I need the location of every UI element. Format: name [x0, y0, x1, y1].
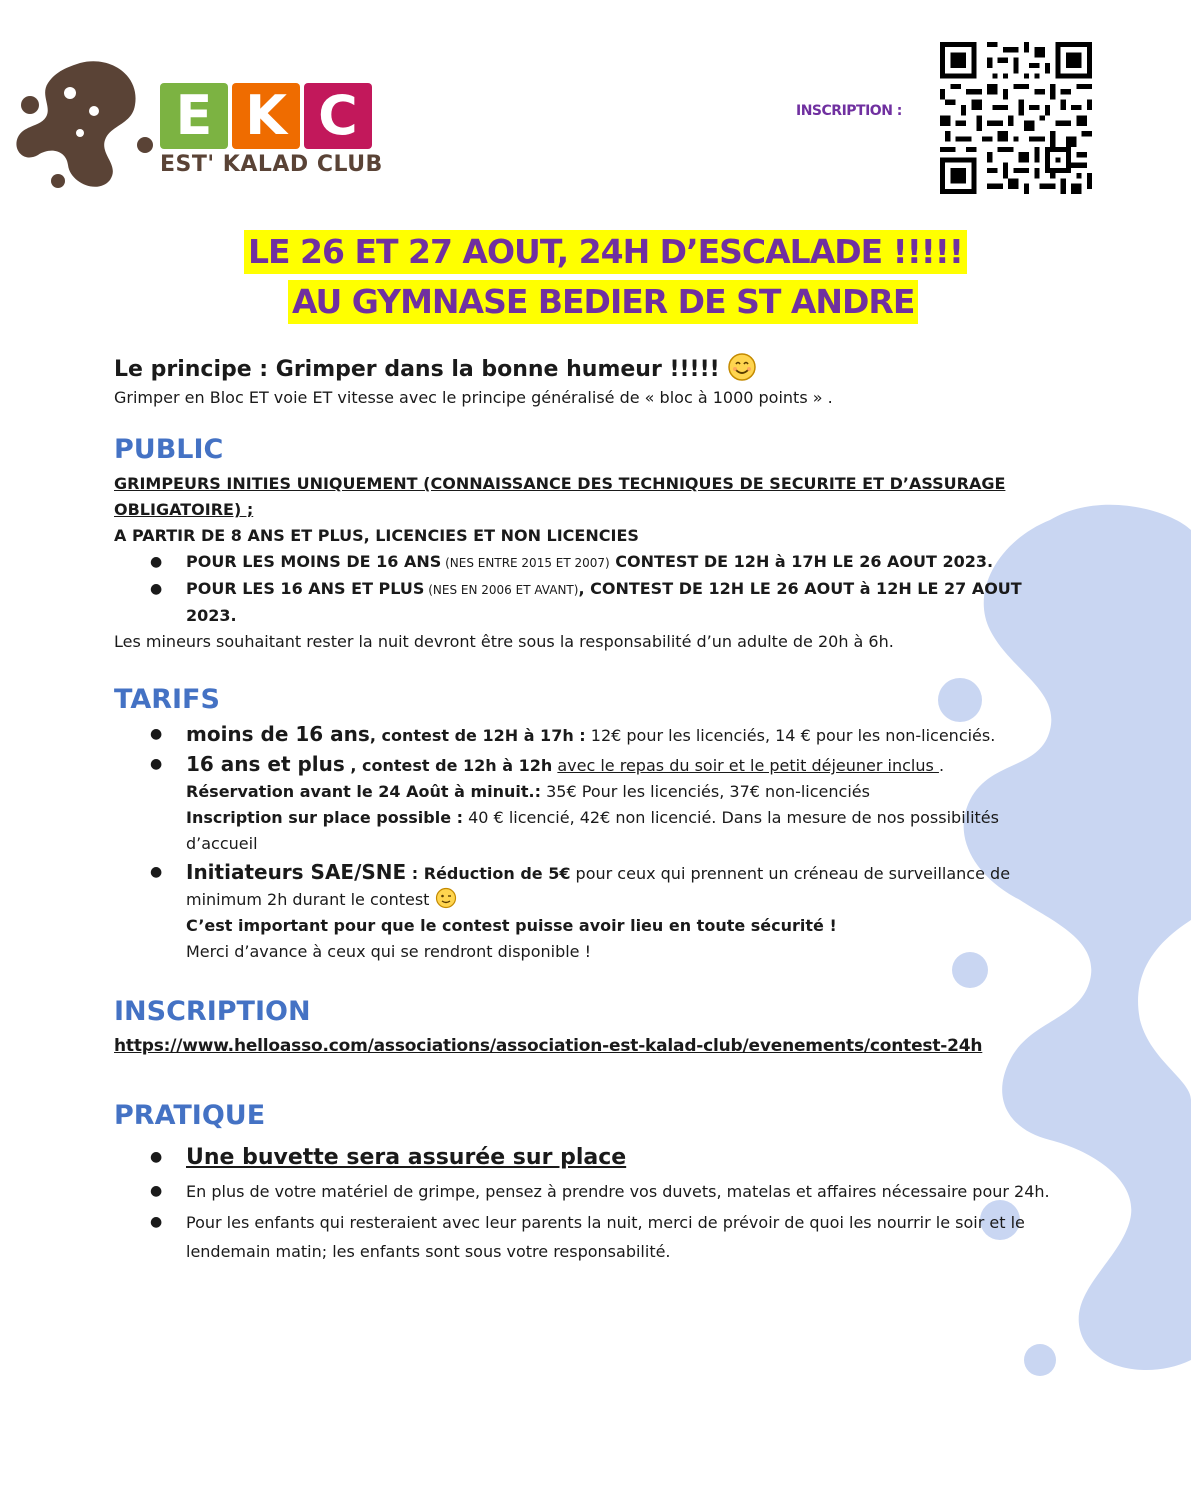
section-heading-tarifs: TARIFS	[114, 684, 220, 715]
public-note: Les mineurs souhaitant rester la nuit devront être sous la responsabilité d’un adulte de 20h à 6h.	[114, 632, 894, 651]
public-item2-bold2: , CONTEST DE 12H LE 26 AOUT à 12H LE 27 AOUT 2023.	[186, 579, 1022, 625]
public-list	[114, 549, 1074, 629]
gecko-logo-icon	[10, 55, 160, 190]
tarif1-title: moins de 16 ans	[186, 722, 370, 746]
tarif3-important: C’est important pour que le contest puisse avoir lieu en toute sécurité !	[186, 916, 837, 935]
bullet-icon: ●	[150, 726, 163, 742]
smiley-icon	[727, 352, 757, 382]
logo-tagline: EST' KALAD CLUB	[160, 152, 383, 177]
logo-letter-k: K	[232, 83, 300, 149]
tarif1-text: 12€ pour les licenciés, 14 € pour les non-licenciés.	[585, 726, 996, 745]
list-item	[114, 1143, 1074, 1173]
pratique-list	[114, 1143, 1074, 1266]
pratique-item3: Pour les enfants qui resteraient avec leur parents la nuit, merci de prévoir de quoi les nourrir le soir et le lendemain matin; les enfants sont sous votre responsabilité.	[186, 1213, 1025, 1261]
public-requirement: GRIMPEURS INITIES UNIQUEMENT (CONNAISSANCE DES TECHNIQUES DE SECURITE ET D’ASSURAGE OBLIGATOIRE) ;	[114, 474, 1006, 519]
pratique-item1: Une buvette sera assurée sur place	[186, 1145, 627, 1170]
list-item	[114, 751, 1074, 857]
bullet-icon: ●	[150, 864, 163, 880]
tarif1-bold: , contest de 12H à 17h :	[369, 726, 586, 745]
principe-heading-text: Le principe : Grimper dans la bonne humeur !!!!!	[114, 357, 720, 382]
tarif3-title: Initiateurs SAE/SNE	[186, 860, 407, 884]
public-item1-bold1: POUR LES MOINS DE 16 ANS	[186, 552, 442, 571]
inscription-link[interactable]: https://www.helloasso.com/associations/association-est-kalad-club/evenements/contest-24h	[114, 1036, 983, 1056]
section-heading-public: PUBLIC	[114, 434, 224, 465]
tarif2-bold: , contest de 12h à 12h	[344, 756, 553, 775]
bullet-icon: ●	[150, 1183, 163, 1199]
public-item1-bold2: CONTEST DE 12H à 17H LE 26 AOUT 2023.	[609, 552, 994, 571]
list-item	[114, 1177, 1074, 1206]
tarif3-bold: : Réduction de 5€	[406, 864, 571, 883]
wink-smiley-icon	[435, 887, 457, 909]
event-title-line1: LE 26 ET 27 AOUT, 24H D’ESCALADE !!!!!	[244, 230, 967, 274]
tarif3-text: pour ceux qui prennent un créneau de surveillance de minimum 2h durant le contest	[186, 864, 1011, 909]
club-logo	[10, 55, 400, 190]
bullet-icon: ●	[150, 581, 163, 597]
list-item	[114, 721, 1074, 749]
tarif2-reservation-text: 35€ Pour les licenciés, 37€ non-licenciés	[541, 782, 870, 801]
tarif3-merci: Merci d’avance à ceux qui se rendront disponible !	[186, 942, 592, 961]
tarif2-underline: avec le repas du soir et le petit déjeuner inclus	[557, 756, 939, 775]
tarif2-end: .	[938, 756, 945, 775]
list-item	[114, 549, 1074, 576]
public-item2-bold1: POUR LES 16 ANS ET PLUS	[186, 579, 425, 598]
pratique-item2: En plus de votre matériel de grimpe, pensez à prendre vos duvets, matelas et affaires nécessaire pour 24h.	[186, 1182, 1050, 1201]
list-item	[114, 859, 1074, 965]
public-item1-small: (NES ENTRE 2015 ET 2007)	[441, 556, 610, 570]
tarif2-surplace-label: Inscription sur place possible :	[186, 808, 464, 827]
section-heading-pratique: PRATIQUE	[114, 1100, 266, 1131]
tarif2-title: 16 ans et plus	[186, 752, 345, 776]
tarif2-surplace-text: 40 € licencié, 42€ non licencié. Dans la mesure de nos possibilités d’accueil	[186, 808, 999, 853]
principe-heading	[114, 352, 1074, 387]
logo-letter-c: C	[304, 83, 372, 149]
bullet-icon: ●	[150, 554, 163, 570]
qr-code-icon[interactable]	[930, 42, 1102, 194]
tarifs-list	[114, 721, 1074, 965]
main-content	[114, 352, 1074, 1266]
inscription-label: INSCRIPTION :	[796, 103, 902, 119]
bullet-icon: ●	[150, 1149, 163, 1165]
bullet-icon: ●	[150, 1214, 163, 1230]
public-item2-small: (NES EN 2006 ET AVANT)	[424, 583, 579, 597]
principe-text: Grimper en Bloc ET voie ET vitesse avec le principe généralisé de « bloc à 1000 points » .	[114, 388, 833, 407]
event-title-line2: AU GYMNASE BEDIER DE ST ANDRE	[288, 280, 918, 324]
logo-letter-e: E	[160, 83, 228, 149]
list-item	[114, 576, 1074, 629]
bullet-icon: ●	[150, 756, 163, 772]
list-item	[114, 1208, 1074, 1266]
section-heading-inscription: INSCRIPTION	[114, 996, 311, 1027]
tarif2-reservation-label: Réservation avant le 24 Août à minuit.:	[186, 782, 542, 801]
public-age: A PARTIR DE 8 ANS ET PLUS, LICENCIES ET NON LICENCIES	[114, 526, 639, 545]
